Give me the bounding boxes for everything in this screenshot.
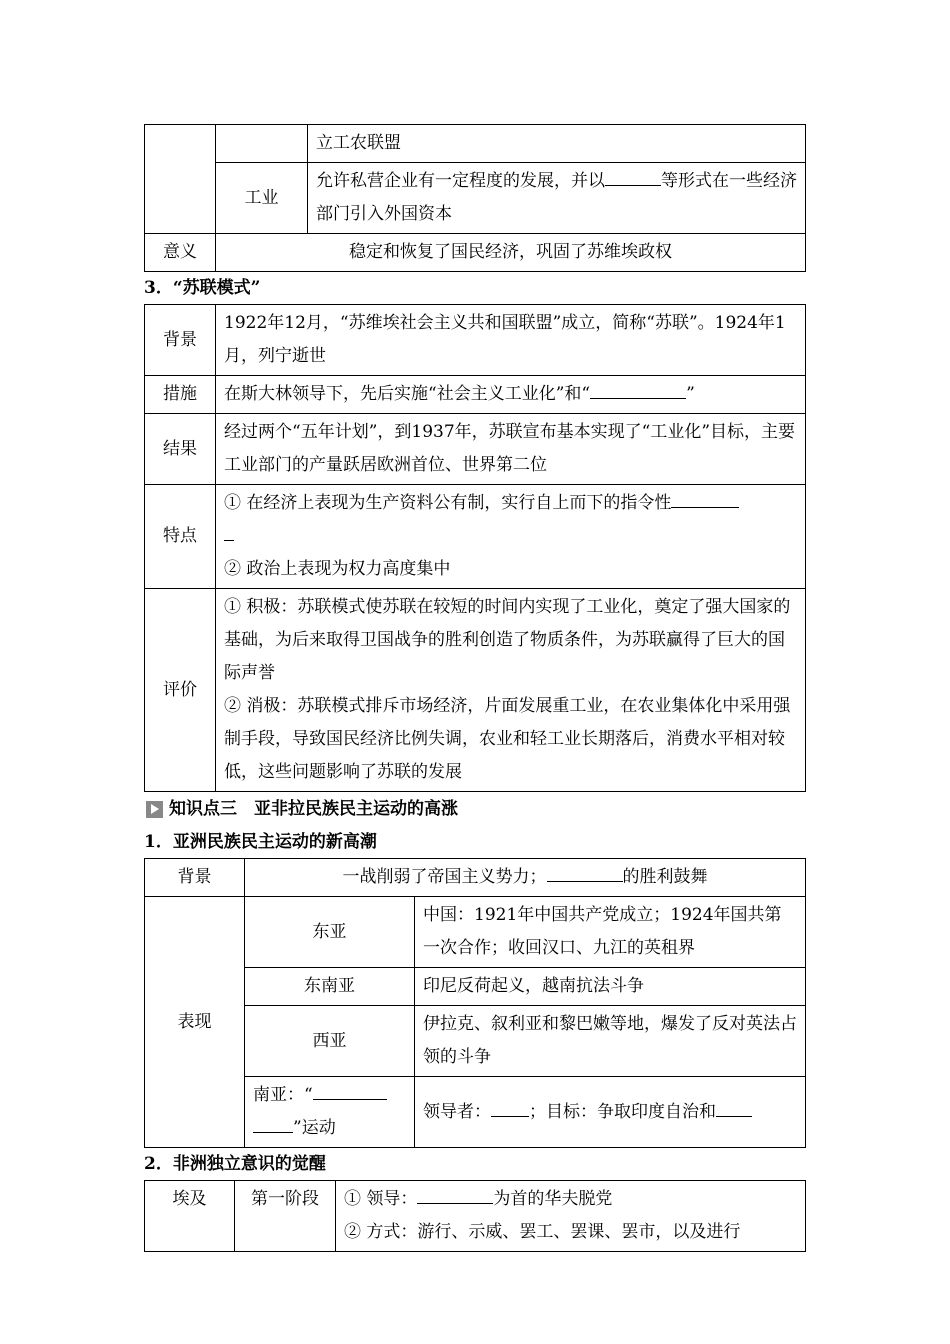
table-row (145, 1077, 806, 1148)
region-name: 东亚 (245, 897, 415, 968)
row-label: 背景 (145, 305, 216, 376)
table-cell: 领导者： ；目标：争取印度自治和 (415, 1077, 806, 1148)
table-cell: ① 在经济上表现为生产资料公有制，实行自上而下的指令性 ② 政治上表现为权力高度集中 (216, 485, 806, 589)
region-name: 南亚：“ ”运动 (245, 1077, 415, 1148)
industry-text: 允许私营企业有一定程度的发展，并以 等形式在一些经济部门引入外国资本 (308, 163, 806, 234)
significance-text: 稳定和恢复了国民经济，巩固了苏维埃政权 (216, 234, 806, 272)
section-heading: 3．“苏联模式” (144, 278, 261, 298)
table-row (145, 897, 806, 968)
fill-blank[interactable] (590, 380, 686, 399)
fill-blank[interactable] (253, 1114, 293, 1133)
table-row (145, 1181, 806, 1252)
table-row (145, 376, 806, 414)
table-cell: 伊拉克、叙利亚和黎巴嫩等地，爆发了反对英法占领的斗争 (415, 1006, 806, 1077)
table-cell: ① 领导： 为首的华夫脱党 ② 方式：游行、示威、罢工、罢课、罢市，以及进行 (336, 1181, 806, 1252)
region-name: 东南亚 (245, 968, 415, 1006)
table-cell: 中国：1921年中国共产党成立；1924年国共第一次合作；收回汉口、九江的英租界 (415, 897, 806, 968)
section-heading: 1．亚洲民族民主运动的新高潮 (144, 832, 377, 852)
fill-blank[interactable] (671, 489, 739, 508)
fill-blank[interactable] (605, 167, 661, 186)
region-name: 西亚 (245, 1006, 415, 1077)
table-cell: 立工农联盟 (308, 125, 806, 163)
fill-blank[interactable] (547, 863, 623, 882)
stage-label: 第一阶段 (235, 1181, 336, 1252)
table-cell: 在斯大林领导下，先后实施“社会主义工业化”和“ ” (216, 376, 806, 414)
fill-blank[interactable] (417, 1185, 493, 1204)
table-row (145, 163, 806, 234)
table-row (145, 1006, 806, 1077)
table-row (145, 968, 806, 1006)
row-label: 埃及 (145, 1181, 235, 1252)
soviet-model-table (144, 304, 806, 792)
fill-blank[interactable] (224, 522, 234, 541)
table-row (145, 125, 806, 163)
table-row (145, 485, 806, 589)
table-cell: 经过两个“五年计划”，到1937年，苏联宣布基本实现了“工业化”目标，主要工业部门的产量跃居欧洲首位、世界第二位 (216, 414, 806, 485)
table-row (145, 414, 806, 485)
africa-awakening-table (144, 1180, 806, 1252)
row-label: 结果 (145, 414, 216, 485)
row-label: 背景 (145, 859, 245, 897)
table-cell: 1922年12月，“苏维埃社会主义共和国联盟”成立，简称“苏联”。1924年1月，列宁逝世 (216, 305, 806, 376)
fill-blank[interactable] (313, 1081, 387, 1100)
table-cell: 一战削弱了帝国主义势力； 的胜利鼓舞 (245, 859, 806, 897)
merged-label-cell (145, 125, 216, 234)
row-label: 措施 (145, 376, 216, 414)
empty-cell (216, 125, 308, 163)
table-cell: ① 积极：苏联模式使苏联在较短的时间内实现了工业化，奠定了强大国家的基础，为后来取得卫国战争的胜利创造了物质条件，为苏联赢得了巨大的国际声誉 ② 消极：苏联模式排斥市场经济，片面发展重工业，在农业集体化中采用强制手段，导致国民经济比例失调，农业和轻工业长期落后，消费水平相对较低，这些问题影响了苏联的发展 (216, 589, 806, 792)
document-page (144, 124, 806, 1252)
table-row (145, 859, 806, 897)
table-row (145, 234, 806, 272)
play-triangle-icon (146, 801, 163, 818)
row-label: 表现 (145, 897, 245, 1148)
table-cell: 印尼反荷起义，越南抗法斗争 (415, 968, 806, 1006)
row-label: 特点 (145, 485, 216, 589)
fill-blank[interactable] (716, 1098, 752, 1117)
fill-blank[interactable] (491, 1098, 529, 1117)
asia-movement-table (144, 858, 806, 1148)
table-row (145, 305, 806, 376)
section-heading: 2．非洲独立意识的觉醒 (144, 1154, 326, 1174)
table-row (145, 589, 806, 792)
row-label: 评价 (145, 589, 216, 792)
knowledge-point-heading: 知识点三 亚非拉民族民主运动的高涨 (144, 792, 806, 826)
significance-label: 意义 (145, 234, 216, 272)
industry-label: 工业 (216, 163, 308, 234)
soviet-policy-table (144, 124, 806, 272)
